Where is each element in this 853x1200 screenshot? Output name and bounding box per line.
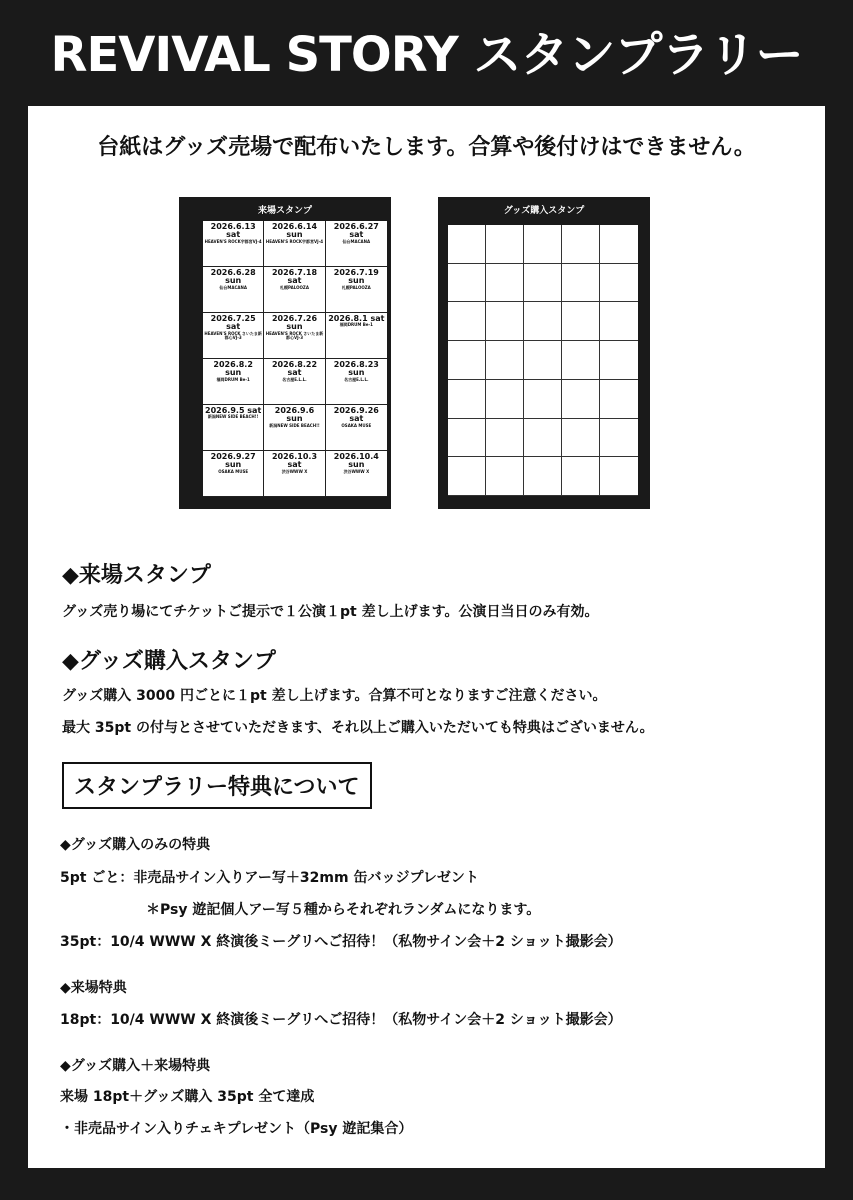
goods-stamp-box bbox=[600, 302, 638, 341]
venue-stamp-card bbox=[179, 197, 391, 509]
goods-stamp-box bbox=[524, 380, 562, 419]
both-benefit-line-1: 来場 18pt＋グッズ購入 35pt 全て達成 bbox=[60, 1089, 315, 1105]
stamp-venue: HEAVEN'S ROCK宇都宮VJ-4 bbox=[204, 238, 262, 244]
stamp-venue: 新潟NEW SIDE BEACH!! bbox=[207, 414, 259, 420]
goods-stamp-box bbox=[524, 341, 562, 380]
stamp-date: 2026.6.14 sun bbox=[271, 222, 318, 240]
venue-stamp-cell bbox=[264, 267, 325, 313]
stamp-date: 2026.9.27 sun bbox=[210, 452, 256, 470]
venue-stamp-cell bbox=[203, 313, 264, 359]
venue-stamp-cell bbox=[264, 313, 325, 359]
stamp-venue: HEAVEN'S ROCK宇都宮VJ-4 bbox=[265, 238, 324, 244]
venue-card-title: 来場スタンプ bbox=[257, 206, 312, 216]
venue-stamp-cell bbox=[264, 405, 325, 451]
goods-only-line-1: 5pt ごと：非売品サイン入りアー写＋32mm 缶バッジプレゼント bbox=[60, 870, 479, 886]
both-benefit-heading: ◆グッズ購入＋来場特典 bbox=[60, 1058, 211, 1074]
venue-stamp-cell bbox=[203, 221, 264, 267]
flyer-sheet bbox=[28, 106, 825, 1168]
stamp-venue: 渋谷WWW X bbox=[343, 468, 370, 474]
goods-stamp-box bbox=[486, 264, 524, 303]
goods-stamp-box bbox=[562, 302, 600, 341]
stamp-venue: 名古屋E.L.L. bbox=[282, 376, 307, 382]
stamp-date: 2026.7.18 sat bbox=[271, 268, 318, 286]
venue-benefit-line-1: 18pt：10/4 WWW X 終演後ミーグリへご招待！（私物サイン会＋2 ショット撮影会） bbox=[60, 1012, 622, 1028]
venue-stamp-heading: ◆来場スタンプ bbox=[62, 563, 211, 588]
stamp-date: 2026.9.6 sun bbox=[274, 406, 315, 424]
venue-stamp-cell bbox=[326, 267, 387, 313]
goods-stamp-box bbox=[448, 380, 486, 419]
stamp-venue: 福岡DRUM Be-1 bbox=[339, 322, 373, 328]
stamp-date: 2026.7.25 sat bbox=[210, 314, 256, 332]
venue-stamp-cell bbox=[264, 451, 325, 497]
goods-stamp-box bbox=[448, 341, 486, 380]
stamp-date: 2026.8.23 sun bbox=[333, 360, 379, 378]
stamp-date: 2026.10.4 sun bbox=[333, 452, 379, 470]
venue-stamp-cell bbox=[326, 313, 387, 359]
venue-stamp-cell bbox=[203, 267, 264, 313]
goods-stamp-box bbox=[524, 457, 562, 496]
stamp-date: 2026.6.13 sat bbox=[210, 222, 256, 240]
stamp-date: 2026.8.1 sat bbox=[328, 314, 385, 323]
stamp-date: 2026.9.5 sat bbox=[205, 406, 262, 415]
stamp-venue: 新潟NEW SIDE BEACH!! bbox=[269, 422, 320, 428]
stamp-venue: 渋谷WWW X bbox=[281, 468, 308, 474]
goods-stamp-text-2: 最大 35pt の付与とさせていただきます、それ以上ご購入いただいても特典はございません。 bbox=[62, 720, 654, 736]
stamp-date: 2026.8.2 sun bbox=[213, 360, 253, 378]
stamp-venue: 札幌PALOOZA bbox=[341, 284, 371, 290]
goods-stamp-box bbox=[448, 264, 486, 303]
goods-stamp-box bbox=[600, 341, 638, 380]
goods-stamp-box bbox=[448, 419, 486, 458]
stamp-date: 2026.10.3 sat bbox=[271, 452, 318, 470]
stamp-date: 2026.6.28 sun bbox=[210, 268, 256, 286]
stamp-date: 2026.9.26 sat bbox=[333, 406, 379, 424]
goods-stamp-box bbox=[600, 457, 638, 496]
venue-stamp-cell bbox=[326, 359, 387, 405]
goods-stamp-box bbox=[562, 225, 600, 264]
stamp-venue: 名古屋E.L.L. bbox=[344, 376, 369, 382]
goods-stamp-box bbox=[448, 457, 486, 496]
goods-only-heading: ◆グッズ購入のみの特典 bbox=[60, 837, 211, 853]
goods-stamp-box bbox=[524, 225, 562, 264]
stamp-venue: OSAKA MUSE bbox=[218, 468, 249, 474]
venue-stamp-text: グッズ売り場にてチケットご提示で１公演１pt 差し上げます。公演日当日のみ有効。 bbox=[62, 604, 599, 620]
stamp-date: 2026.8.22 sat bbox=[271, 360, 318, 378]
goods-stamp-box bbox=[600, 380, 638, 419]
venue-stamp-cell bbox=[203, 451, 264, 497]
goods-stamp-box bbox=[562, 380, 600, 419]
venue-stamp-cell bbox=[264, 221, 325, 267]
goods-stamp-box bbox=[524, 419, 562, 458]
goods-only-line-3: 35pt：10/4 WWW X 終演後ミーグリへご招待！（私物サイン会＋2 ショット撮影会） bbox=[60, 934, 622, 950]
goods-stamp-box bbox=[562, 264, 600, 303]
goods-stamp-box bbox=[562, 457, 600, 496]
goods-stamp-box bbox=[486, 380, 524, 419]
venue-stamp-cell bbox=[326, 451, 387, 497]
goods-stamp-box bbox=[486, 457, 524, 496]
goods-stamp-text-1: グッズ購入 3000 円ごとに１pt 差し上げます。合算不可となりますご注意ください。 bbox=[62, 688, 607, 704]
benefits-heading: スタンプラリー特典について bbox=[62, 762, 372, 809]
goods-stamp-box bbox=[600, 225, 638, 264]
goods-stamp-box bbox=[486, 419, 524, 458]
stamp-venue: OSAKA MUSE bbox=[341, 422, 372, 428]
goods-stamp-grid bbox=[448, 225, 638, 496]
goods-only-line-2: ＊Psy 遊記個人アー写５種からそれぞれランダムになります。 bbox=[146, 902, 541, 918]
both-benefit-line-2: ・非売品サイン入りチェキプレゼント（Psy 遊記集合） bbox=[60, 1121, 413, 1137]
venue-stamp-cell bbox=[203, 405, 264, 451]
goods-stamp-heading: ◆グッズ購入スタンプ bbox=[62, 649, 276, 674]
venue-stamp-cell bbox=[326, 221, 387, 267]
stamp-venue: HEAVEN'S ROCK さいたま新都心VJ-3 bbox=[265, 330, 324, 340]
venue-benefit-heading: ◆来場特典 bbox=[60, 980, 127, 996]
stamp-venue: HEAVEN'S ROCK さいたま新都心VJ-3 bbox=[204, 330, 262, 340]
goods-stamp-box bbox=[524, 302, 562, 341]
goods-stamp-card bbox=[438, 197, 650, 509]
stamp-date: 2026.7.26 sun bbox=[271, 314, 318, 332]
venue-stamp-cell bbox=[264, 359, 325, 405]
goods-stamp-box bbox=[448, 302, 486, 341]
venue-stamp-cell bbox=[326, 405, 387, 451]
stamp-venue: 仙台MACANA bbox=[342, 238, 371, 244]
stamp-venue: 福岡DRUM Be-1 bbox=[216, 376, 250, 382]
goods-stamp-box bbox=[486, 302, 524, 341]
goods-stamp-box bbox=[486, 225, 524, 264]
goods-stamp-box bbox=[562, 419, 600, 458]
goods-stamp-box bbox=[562, 341, 600, 380]
stamp-date: 2026.6.27 sat bbox=[333, 222, 379, 240]
stamp-venue: 仙台MACANA bbox=[219, 284, 247, 290]
stamp-venue: 札幌PALOOZA bbox=[280, 284, 309, 290]
goods-card-title: グッズ購入スタンプ bbox=[503, 206, 585, 216]
stamp-date: 2026.7.19 sun bbox=[333, 268, 379, 286]
goods-stamp-box bbox=[524, 264, 562, 303]
goods-stamp-box bbox=[600, 419, 638, 458]
venue-stamp-grid bbox=[203, 221, 387, 497]
goods-stamp-box bbox=[600, 264, 638, 303]
goods-stamp-box bbox=[448, 225, 486, 264]
intro-text: 台紙はグッズ売場で配布いたします。合算や後付けはできません。 bbox=[97, 135, 756, 160]
venue-stamp-cell bbox=[203, 359, 264, 405]
page-title: REVIVAL STORY スタンプラリー bbox=[50, 26, 803, 83]
goods-stamp-box bbox=[486, 341, 524, 380]
